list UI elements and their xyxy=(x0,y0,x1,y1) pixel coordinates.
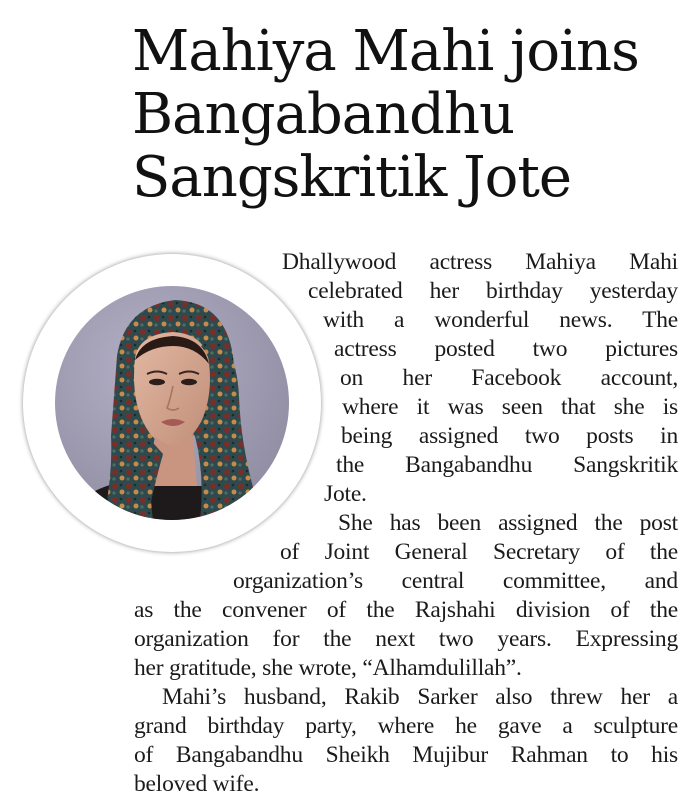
body-line: of Bangabandhu Sheikh Mujibur Rahman to his xyxy=(134,742,678,768)
body-line: celebrated her birthday yesterday xyxy=(308,278,678,304)
body-line: beloved wife. xyxy=(134,771,260,797)
headline-line: Bangabandhu xyxy=(132,82,515,147)
headline-line: Sangskritik Jote xyxy=(132,145,571,210)
body-line: with a wonderful news. The xyxy=(323,307,678,333)
body-line: grand birthday party, where he gave a sculpture xyxy=(134,713,678,739)
portrait-frame xyxy=(23,254,321,552)
body-line: organization’s central committee, and xyxy=(233,568,678,594)
headline-line: Mahiya Mahi joins xyxy=(132,19,639,84)
body-line: Mahi’s husband, Rakib Sarker also threw her a xyxy=(162,684,678,710)
body-line: actress posted two pictures xyxy=(334,336,678,362)
body-line: as the convener of the Rajshahi division of the xyxy=(134,597,678,623)
body-line: where it was seen that she is xyxy=(342,394,678,420)
body-line: of Joint General Secretary of the xyxy=(280,539,678,565)
body-line: the Bangabandhu Sangskritik xyxy=(336,452,678,478)
body-line: organization for the next two years. Expressing xyxy=(134,626,678,652)
portrait-photo xyxy=(55,286,289,520)
body-line: She has been assigned the post xyxy=(338,510,678,536)
body-line: her gratitude, she wrote, “Alhamdulillah”. xyxy=(134,655,522,681)
body-line: Dhallywood actress Mahiya Mahi xyxy=(282,249,678,275)
body-line: being assigned two posts in xyxy=(341,423,678,449)
article-headline xyxy=(132,20,677,209)
body-line: Jote. xyxy=(324,481,367,507)
body-line: on her Facebook account, xyxy=(340,365,678,391)
